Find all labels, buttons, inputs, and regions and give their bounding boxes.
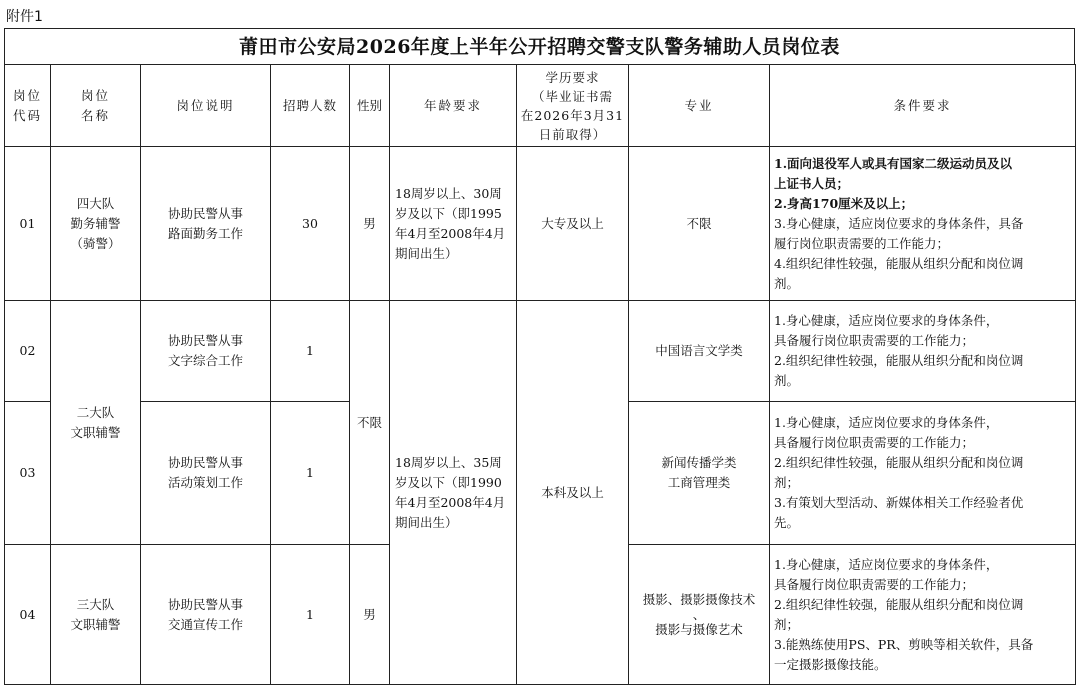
row-edu-merged: 本科及以上 <box>517 301 629 685</box>
row-name: 四大队 勤务辅警 （骑警） <box>51 147 141 301</box>
row-desc: 协助民警从事 活动策划工作 <box>141 402 271 545</box>
page-title: 莆田市公安局2026年度上半年公开招聘交警支队警务辅助人员岗位表 <box>4 28 1075 64</box>
header-row <box>5 65 1076 147</box>
row-age-merged: 18周岁以上、35周 岁及以下（即1990 年4月至2008年4月 期间出生） <box>390 301 517 685</box>
header-edu: 学历要求 （毕业证书需 在2026年3月31 日前取得） <box>517 65 629 147</box>
table-row <box>5 301 1076 402</box>
header-desc: 岗位说明 <box>141 65 271 147</box>
header-age: 年龄要求 <box>390 65 517 147</box>
header-gender: 性别 <box>350 65 390 147</box>
row-conditions: 1.身心健康，适应岗位要求的身体条件， 具备履行岗位职责需要的工作能力； 2.组织纪律性较强，能服从组织分配和岗位调 剂； 3.能熟练使用PS、PR、剪映等相关软件，具备 一定摄影摄像技能。 <box>770 545 1076 685</box>
header-name: 岗位 名称 <box>51 65 141 147</box>
row-code: 01 <box>5 147 51 301</box>
header-code: 岗位 代码 <box>5 65 51 147</box>
row-count: 1 <box>271 301 350 402</box>
table-row <box>5 147 1076 301</box>
position-table-sheet <box>4 28 1075 688</box>
row-major: 新闻传播学类 工商管理类 <box>629 402 770 545</box>
header-cond: 条件要求 <box>770 65 1076 147</box>
attachment-label: 附件1 <box>6 9 43 25</box>
row-count: 1 <box>271 402 350 545</box>
row-code: 03 <box>5 402 51 545</box>
row-name-merged: 二大队 文职辅警 <box>51 301 141 545</box>
row-edu: 大专及以上 <box>517 147 629 301</box>
row-desc: 协助民警从事 交通宣传工作 <box>141 545 271 685</box>
row-major: 中国语言文学类 <box>629 301 770 402</box>
row-conditions: 1.身心健康，适应岗位要求的身体条件， 具备履行岗位职责需要的工作能力； 2.组织纪律性较强，能服从组织分配和岗位调 剂； 3.有策划大型活动、新媒体相关工作经验者优 先。 <box>770 402 1076 545</box>
row-age: 18周岁以上、30周 岁及以下（即1995 年4月至2008年4月 期间出生） <box>390 147 517 301</box>
row-major: 不限 <box>629 147 770 301</box>
row-gender: 男 <box>350 147 390 301</box>
row-conditions: 1.身心健康，适应岗位要求的身体条件， 具备履行岗位职责需要的工作能力； 2.组织纪律性较强，能服从组织分配和岗位调 剂。 <box>770 301 1076 402</box>
position-table <box>4 64 1076 685</box>
header-major: 专业 <box>629 65 770 147</box>
row-code: 04 <box>5 545 51 685</box>
row-desc: 协助民警从事 路面勤务工作 <box>141 147 271 301</box>
row-major: 摄影、摄影摄像技术 、 摄影与摄像艺术 <box>629 545 770 685</box>
row-gender: 男 <box>350 545 390 685</box>
row-count: 30 <box>271 147 350 301</box>
row-name: 三大队 文职辅警 <box>51 545 141 685</box>
row-gender-merged: 不限 <box>350 301 390 545</box>
row-desc: 协助民警从事 文字综合工作 <box>141 301 271 402</box>
header-count: 招聘人数 <box>271 65 350 147</box>
row-code: 02 <box>5 301 51 402</box>
row-conditions: 1.面向退役军人或具有国家二级运动员及以 上证书人员； 2.身高170厘米及以上； 3.身心健康，适应岗位要求的身体条件，具备 履行岗位职责需要的工作能力； 4.组织纪律性较强，能服从组织分配和岗位调 剂。 <box>770 147 1076 301</box>
row-count: 1 <box>271 545 350 685</box>
